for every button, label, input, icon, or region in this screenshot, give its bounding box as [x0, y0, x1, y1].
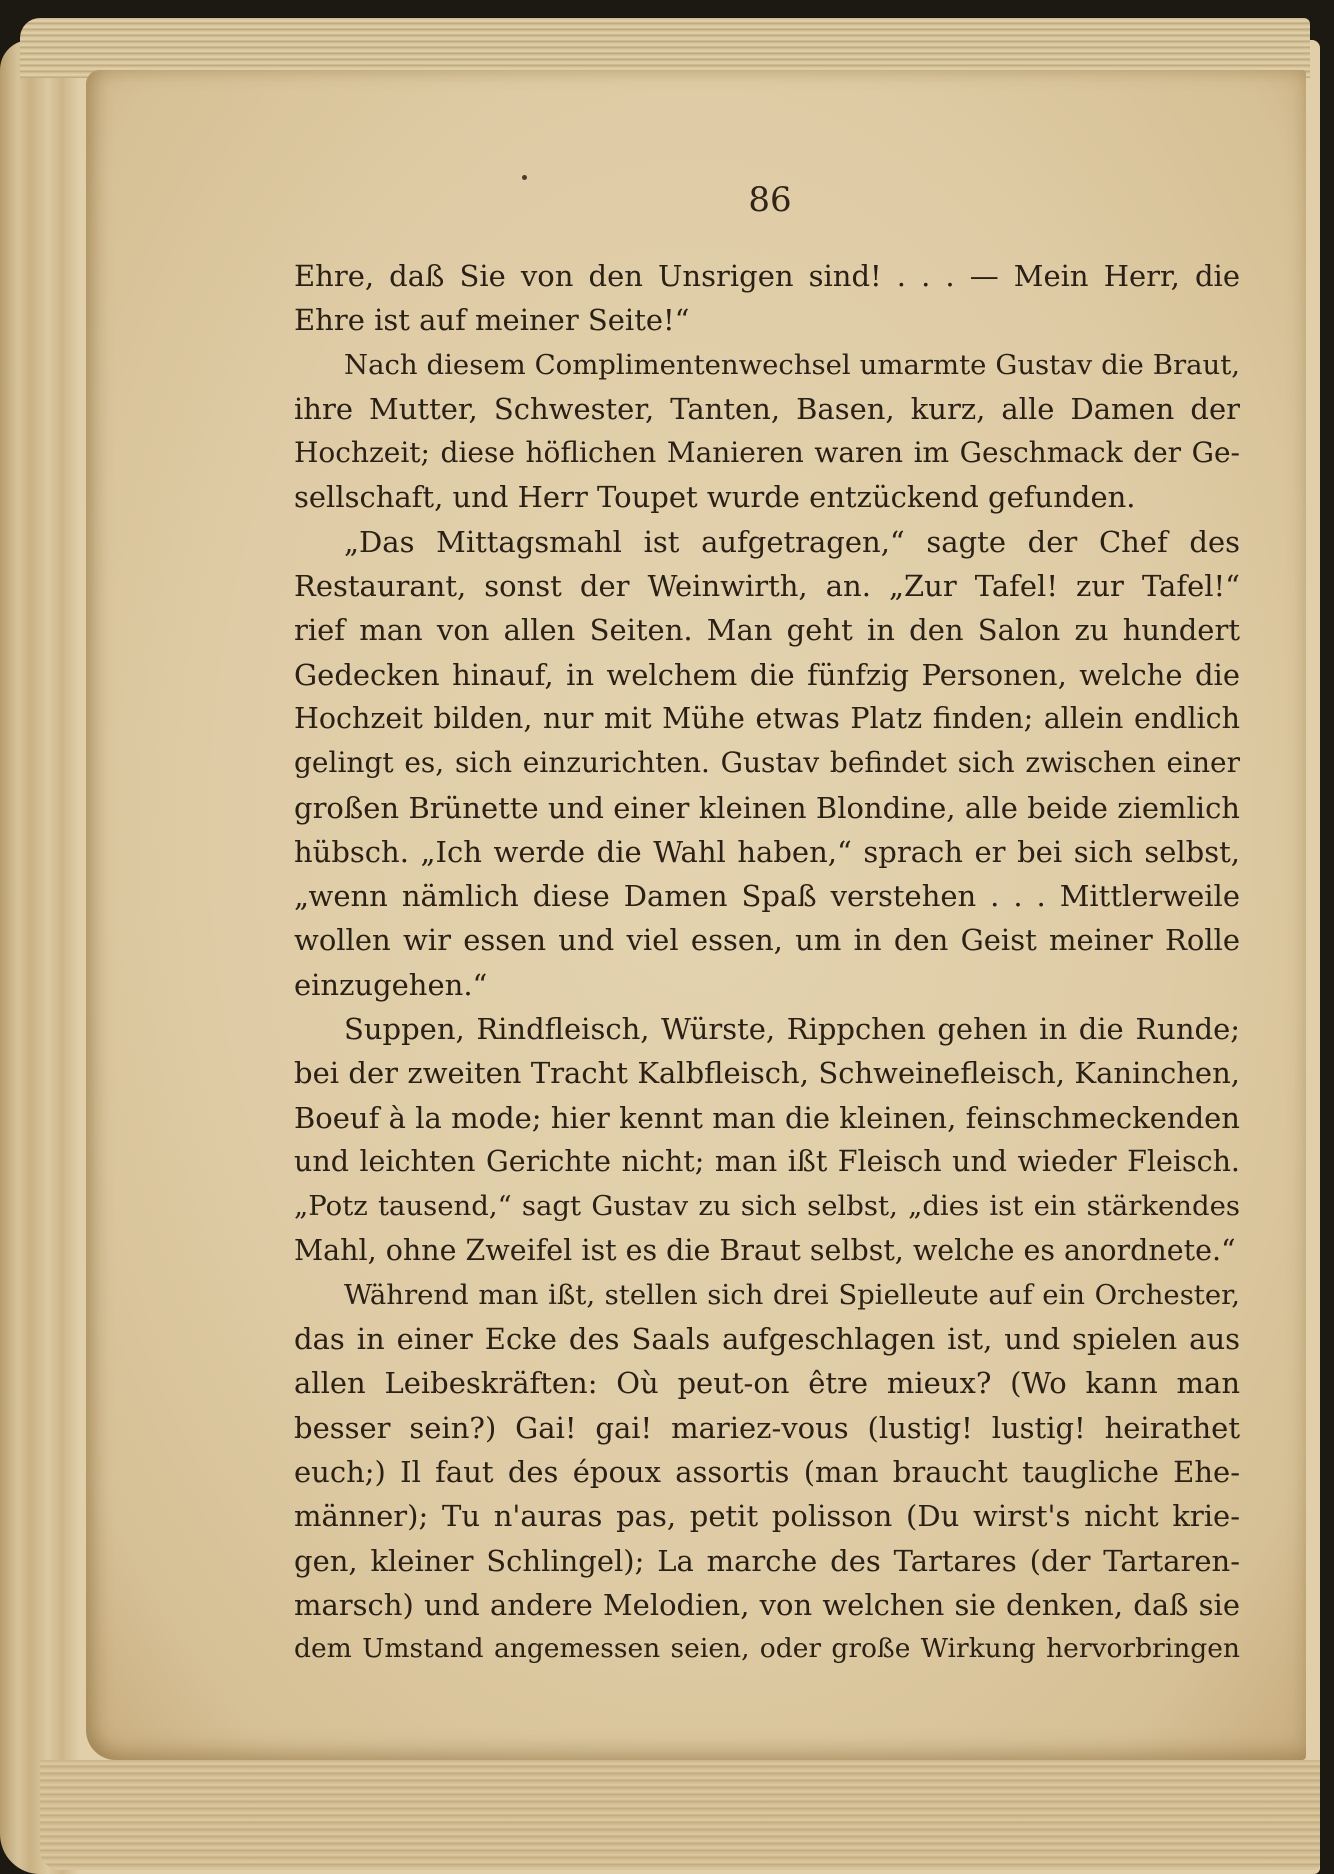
text-line: „wenn nämlich diese Damen Spaß verstehen . . . Mittlerweile [294, 879, 1240, 914]
text-line: Hochzeit bilden, nur mit Mühe etwas Platz finden; allein endlich [294, 701, 1240, 735]
ink-speck [522, 175, 527, 180]
text-line: besser sein?) Gai! gai! mariez-vous (lustig! lustig! heirathet [294, 1410, 1240, 1445]
text-line: Gedecken hinauf, in welchem die fünfzig Personen, welche die [294, 657, 1240, 692]
text-line: Nach diesem Complimentenwechsel umarmte Gustav die Braut, [344, 348, 1240, 381]
text-line: marsch) und andere Melodien, von welchen sie denken, daß sie [294, 1587, 1240, 1622]
text-line: sellschaft, und Herr Toupet wurde entzückend gefunden. [294, 480, 1136, 515]
text-line: gelingt es, sich einzurichten. Gustav befindet sich zwischen einer [294, 746, 1240, 780]
text-line: Boeuf à la mode; hier kennt man die kleinen, feinschmeckenden [294, 1100, 1240, 1135]
top-page-edges [20, 18, 1310, 78]
body-text [294, 254, 1240, 1672]
text-line: Ehre ist auf meiner Seite!“ [294, 303, 690, 338]
text-line: hübsch. „Ich werde die Wahl haben,“ sprach er bei sich selbst, [294, 834, 1240, 869]
text-line: Hochzeit; diese höflichen Manieren waren im Geschmack der Ge- [294, 436, 1240, 470]
text-line: gen, kleiner Schlingel); La marche des Tartares (der Tartaren- [294, 1543, 1240, 1578]
text-line: bei der zweiten Tracht Kalbfleisch, Schweinefleisch, Kaninchen, [294, 1056, 1240, 1091]
text-line: Restaurant, sonst der Weinwirth, an. „Zur Tafel! zur Tafel!“ [294, 569, 1240, 604]
page-number: 86 [748, 180, 792, 220]
text-line: „Potz tausend,“ sagt Gustav zu sich selbst, „dies ist ein stärkendes [294, 1190, 1240, 1223]
text-line: allen Leibeskräften: Où peut-on être mieux? (Wo kann man [294, 1366, 1240, 1401]
bottom-page-edges [40, 1760, 1320, 1870]
text-line: und leichten Gerichte nicht; man ißt Fleisch und wieder Fleisch. [294, 1144, 1240, 1178]
text-line: rief man von allen Seiten. Man geht in den Salon zu hundert [294, 613, 1240, 648]
text-line: dem Umstand angemessen seien, oder große Wirkung hervorbringen [294, 1633, 1240, 1665]
text-line: euch;) Il faut des époux assortis (man braucht taugliche Ehe- [294, 1455, 1240, 1490]
text-line: wollen wir essen und viel essen, um in den Geist meiner Rolle [294, 923, 1240, 958]
text-line: ihre Mutter, Schwester, Tanten, Basen, kurz, alle Damen der [294, 391, 1240, 426]
text-line: Ehre, daß Sie von den Unsrigen sind! . . . — Mein Herr, die [294, 259, 1240, 293]
text-line: Während man ißt, stellen sich drei Spielleute auf ein Orchester, [344, 1278, 1240, 1311]
text-line: das in einer Ecke des Saals aufgeschlagen ist, und spielen aus [294, 1322, 1240, 1357]
text-line: Suppen, Rindfleisch, Würste, Rippchen gehen in die Runde; [344, 1012, 1240, 1047]
text-line: „Das Mittagsmahl ist aufgetragen,“ sagte der Chef des [344, 524, 1240, 559]
text-line: männer); Tu n'auras pas, petit polisson (Du wirst's nicht krie- [294, 1499, 1240, 1534]
text-line: großen Brünette und einer kleinen Blondine, alle beide ziemlich [294, 790, 1240, 825]
text-line: Mahl, ohne Zweifel ist es die Braut selbst, welche es anordnete.“ [294, 1233, 1236, 1267]
text-line: einzugehen.“ [294, 967, 488, 1002]
